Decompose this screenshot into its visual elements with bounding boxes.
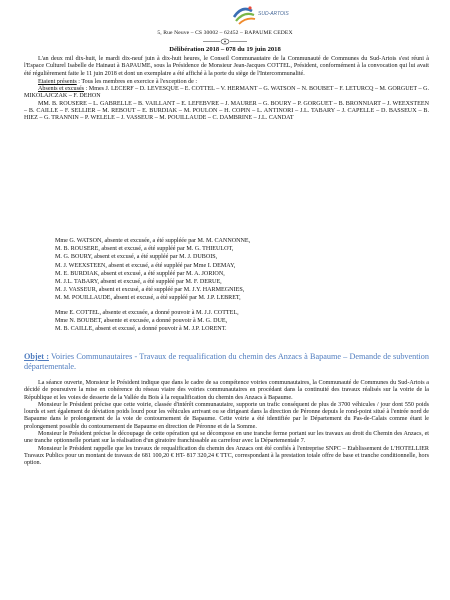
absent-label: Absents et excusés xyxy=(38,86,85,93)
presence-label: Etaient présents xyxy=(38,78,77,85)
absent-line xyxy=(24,86,429,101)
objet-heading xyxy=(24,352,429,372)
intro-block xyxy=(24,56,429,123)
list-item: M. J. VASSEUR, absent et excusé, a été suppléé par M. J.Y. HARMEGNIES, xyxy=(55,287,245,294)
absent-text: : Mmes J. LECERF – D. LEVESQUE – E. COTTEL – V. HERMANT – G. WATSON – N. BOUBET – F. LETURCQ – M. GORGUET – G. MIKOLAJCZAK – F. DEHON xyxy=(24,86,430,100)
pouvoirs-list xyxy=(55,309,239,334)
list-item: Mme E. COTTEL, absente et excusée, a donné pouvoir à M. J.J. COTTEL, xyxy=(55,310,239,316)
list-item: Mme N. BOUBET, absente et excusée, a donné pouvoir à M. G. DUE, xyxy=(55,318,228,325)
list-item: M. J.L. TABARY, absent et excusé, a été suppléé par M. F. DERUE, xyxy=(55,279,222,286)
list-item: M. B. ROUSERE, absent et excusé, a été suppléé par M. G. THIEULOT, xyxy=(55,246,234,253)
suppleants-list xyxy=(55,237,250,303)
list-item: M. E. BURDIAK, absent et excusé, a été suppléé par M. A. JORION, xyxy=(55,270,225,277)
list-item: M. M. POUILLAUDE, absent et excusé, a été suppléé par M. J.P. LEBRET, xyxy=(55,295,241,302)
deliberation-title: Délibération 2018 – 078 du 19 juin 2018 xyxy=(169,46,281,53)
presence-line xyxy=(24,79,429,86)
presence-text: : Tous les membres en exercice à l'exception de : xyxy=(76,78,198,85)
body-paragraph: Monsieur le Président précise le découpage de cette opération qui se décompose en une tranche ferme portant sur les travaux au droit du Chemin des Anzacs, et une tranche optionnelle portant sur la réalisation d'un giratoire franchissable au carrefour avec la Départementale 7. xyxy=(24,431,429,445)
body-paragraph: Monsieur le Président précise que cette voirie, classée d'intérêt communautaire, supporte un trafic conséquent de plus de 3700 véhicules / jour dont 550 poids lourds et sert également de déviation poids lourd pour les véhicules arrivant ou se dirigeant dans la direction de Péronne depuis le rond-point situé à l'entrée nord de Bapaume dans le prolongement de la voie de contournement de Bapaume. Cette voirie a été identifiée par le Département du Pas-de-Calais comme étant le prolongement possible du contournement de Bapaume en direction de Péronne et de la Somme. xyxy=(24,401,429,430)
address-line: 5, Rue Neuve – CS 30002 – 62452 – BAPAUME CEDEX xyxy=(157,30,293,36)
body-paragraph: La séance ouverte, Monsieur le Président indique que dans le cadre de sa compétence voiries communautaires, la Communauté de Communes du Sud-Artois a décidé de poursuivre la mise en cohérence du réseau viaire des voiries communautaires en procédant dans la continuité des travaux réalisés sur la voirie de la République et les voies de desserte de la Vallée du Bois à la requalification du chemin des Anzacs à Bapaume. xyxy=(24,380,429,401)
objet-label: Objet : xyxy=(24,352,49,361)
list-item: M. B. CAILLE, absent et excusé, a donné pouvoir à M. J.P. LORENT. xyxy=(55,326,227,333)
ornament-divider xyxy=(201,38,249,45)
objet-text: Voiries Communautaires - Travaux de requalification du chemin des Anzacs à Bapaume – Demande de subvention départementale. xyxy=(24,352,429,371)
absent-line-2: MM. B. ROUSERE – L. GABRELLE – B. VAILLANT – E. LEFEBVRE – J. MAURER – G. BOURY – P. GORGUET – B. BRONNIART – J. WEEXSTEEN – B. CAILLE – F. SELLIER – M. REBOUT – E. BURDIAK – M. POULON – H. COPIN – L. ANTINORI – J.L. TABARY – J. CAPELLE – D. BASSEUX – B. HIEZ – G. TRANNIN – P. WELELE – J. VASSEUR – M. POUILLAUDE – C. DAMBRINE – J.L. CANDAT xyxy=(24,100,429,122)
list-item: M. G. BOURY, absent et excusé, a été suppléé par M. J. DUBOIS, xyxy=(55,254,218,261)
list-item: Mme G. WATSON, absente et excusée, a été suppléée par M. M. CANNONNE, xyxy=(55,238,251,244)
body-paragraph: Monsieur le Président rappelle que les travaux de requalification du chemin des Anzacs ont été confiés à l'entreprise SNPC – Etablissement de L'HOTELLIER Travaux Publics pour un montant de travaux de 681 100,20 € HT- 817 320,24 € TTC, correspondant à la prestation totale offre de base et tranche conditionnelle, hors option. xyxy=(24,445,429,467)
body-text xyxy=(24,380,429,468)
list-item: M. J. WEEXSTEEN, absent et excusé, a été suppléé par Mme I. DEMAY, xyxy=(55,262,236,269)
intro-paragraph: L'an deux mil dix-huit, le mardi dix-neuf juin à dix-huit heures, le Conseil Communautaire de la Communauté de Communes du Sud-Artois s'est réuni à l'Espace Culturel Isabelle de Hainaut à BAPAUME, sous la Présidence de Monsieur Jean-Jacques COTTEL, Président, conformément à la convocation qui lui avait été régulièrement faite le 11 juin 2018 et dont un exemplaire a été affiché à la porte du siège de l'Intercommunalité. xyxy=(24,56,429,77)
logo-text: SUD-ARTOIS xyxy=(258,11,289,17)
